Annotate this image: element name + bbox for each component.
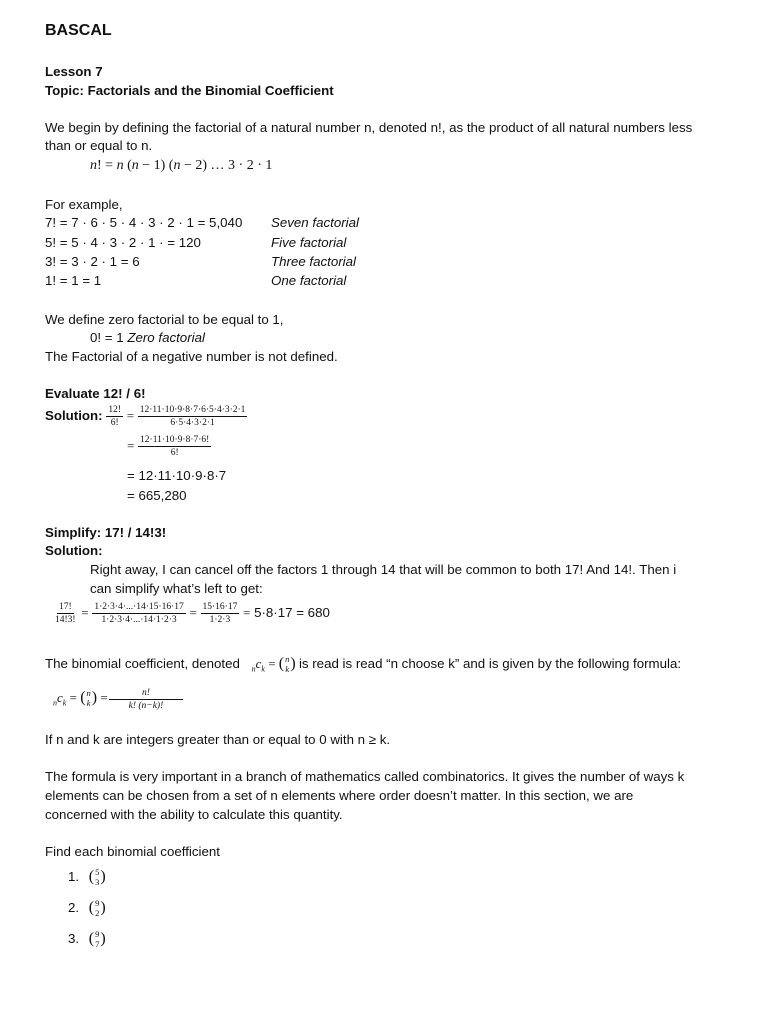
importance-line-3: concerned with the ability to calculate this quantity. — [45, 807, 343, 822]
evaluate-solution: Solution: $\frac{12!}{6!}$ = $\frac{12\cdot 11\cdot 10\cdot 9\cdot 8\cdot 7\cdot 6\cdot 5\cdot 4\cdot 3\cdot 2\cdot 1}{6\cdot 5\cdot 4\cdot 3\cdot 2\cdot 1}$ — [45, 405, 246, 428]
example-name-7: Seven factorial — [271, 215, 359, 230]
exercise-item: 1. ( 5 3 ) — [68, 867, 106, 887]
negative-note: The Factorial of a negative number is not defined. — [45, 349, 338, 364]
binomial-formula: $_nc_k$ = ( n k ) = $\frac{n!}{k! (n-k)!}$ — [53, 684, 181, 718]
binomial-text-after: is read is read “n choose k” and is given by the following formula: — [298, 656, 682, 671]
evaluate-step-2: = $\frac{12\cdot 11\cdot 10\cdot 9\cdot 8\cdot 7\cdot 6!}{6!}$ — [127, 435, 210, 458]
exercise-item: 3. ( 9 7 ) — [68, 929, 106, 949]
examples-label: For example, — [45, 197, 123, 212]
binomial-text-before: The binomial coefficient, denoted — [45, 656, 240, 671]
simplify-solution-label: Solution: — [45, 543, 103, 558]
intro-line-2: than or equal to n. — [45, 138, 153, 153]
zero-name: Zero factorial — [127, 330, 205, 345]
evaluate-fraction-1: $\frac{12!}{6!}$ — [108, 405, 121, 428]
example-expr-5: 5! = 5 · 4 · 3 · 2 · 1 · = 120 — [45, 235, 201, 250]
factorial-formula: n! = n (n − 1) (n − 2) … 3 · 2 · 1 — [90, 158, 273, 173]
example-name-3: Three factorial — [271, 254, 356, 269]
example-expr-7: 7! = 7 · 6 · 5 · 4 · 3 · 2 · 1 = 5,040 — [45, 215, 243, 230]
simplify-result: 5·8·17 = 680 — [254, 605, 330, 620]
lesson-topic: Topic: Factorials and the Binomial Coefficient — [45, 83, 334, 98]
simplify-text-2: can simplify what’s left to get: — [90, 581, 263, 596]
simplify-title: Simplify: 17! / 14!3! — [45, 525, 167, 540]
exercises-label: Find each binomial coefficient — [45, 844, 220, 859]
document-title: BASCAL — [45, 22, 112, 39]
evaluate-title: Evaluate 12! / 6! — [45, 386, 146, 401]
binomial-condition: If n and k are integers greater than or equal to 0 with n ≥ k. — [45, 732, 391, 747]
simplify-fraction-1: $\frac{17!}{14!3!}$ — [55, 601, 76, 625]
importance-line-2: elements can be chosen from a set of n elements where order doesn’t matter. In this section, we are — [45, 788, 634, 803]
simplify-fraction-2: $\frac{1\cdot 2\cdot 3\cdot 4\cdot...\cdot 14\cdot 15\cdot 16\cdot 17}{1\cdot 2\cdot 3\cdot 4\cdot...\cdot 14\cdot 1\cdot 2\cdot 3}$ — [94, 601, 184, 625]
zero-factorial-expr — [90, 329, 205, 347]
binomial-definition — [45, 652, 681, 682]
evaluate-fraction-3: $\frac{12\cdot 11\cdot 10\cdot 9\cdot 8\cdot 7\cdot 6!}{6!}$ — [140, 435, 210, 458]
simplify-text-1: Right away, I can cancel off the factors 1 through 14 that will be common to both 17! And 14!. Then i — [90, 562, 677, 577]
example-name-5: Five factorial — [271, 235, 347, 250]
binomial-notation: $_nc_k$ = ( n k ) — [251, 654, 296, 674]
evaluate-solution-label: Solution: — [45, 408, 103, 424]
exercise-item: 2. ( 9 2 ) — [68, 898, 106, 918]
intro-line-1: We begin by defining the factorial of a natural number n, denoted n!, as the product of all natural numbers less — [45, 120, 693, 135]
zero-line-1: We define zero factorial to be equal to 1, — [45, 312, 284, 327]
evaluate-step-3: = 12·11·10·9·8·7 — [127, 468, 227, 483]
binomial-formula-fraction: $\frac{n!}{k! (n-k)!}$ — [111, 687, 181, 712]
simplify-fraction-3: $\frac{15\cdot 16\cdot 17}{1\cdot 2\cdot 3}$ — [202, 601, 238, 625]
example-expr-3: 3! = 3 · 2 · 1 = 6 — [45, 254, 140, 269]
evaluate-fraction-2: $\frac{12\cdot 11\cdot 10\cdot 9\cdot 8\cdot 7\cdot 6\cdot 5\cdot 4\cdot 3\cdot 2\cdot 1}{6\cdot 5\cdot 4\cdot 3\cdot 2\cdot 1}$ — [139, 405, 246, 428]
simplify-equation: $\frac{17!}{14!3!}$ = $\frac{1\cdot 2\cdot 3\cdot 4\cdot...\cdot 14\cdot 15\cdot 16\cdot 17}{1\cdot 2\cdot 3\cdot 4\cdot...\cdot 14\cdot 1\cdot 2\cdot 3}$ = $\frac{15\cdot 16\cdot 17}{1\cdot 2\cdot 3}$ = 5·8·17 = 680 — [55, 601, 330, 625]
binomial-n-choose-k: ( n k ) — [278, 654, 296, 674]
evaluate-result: = 665,280 — [127, 488, 187, 503]
importance-line-1: The formula is very important in a branch of mathematics called combinatorics. It gives the number of ways k — [45, 769, 685, 784]
example-name-1: One factorial — [271, 273, 347, 288]
lesson-number: Lesson 7 — [45, 64, 103, 79]
example-expr-1: 1! = 1 = 1 — [45, 273, 102, 288]
zero-expr: 0! = 1 — [90, 330, 124, 345]
